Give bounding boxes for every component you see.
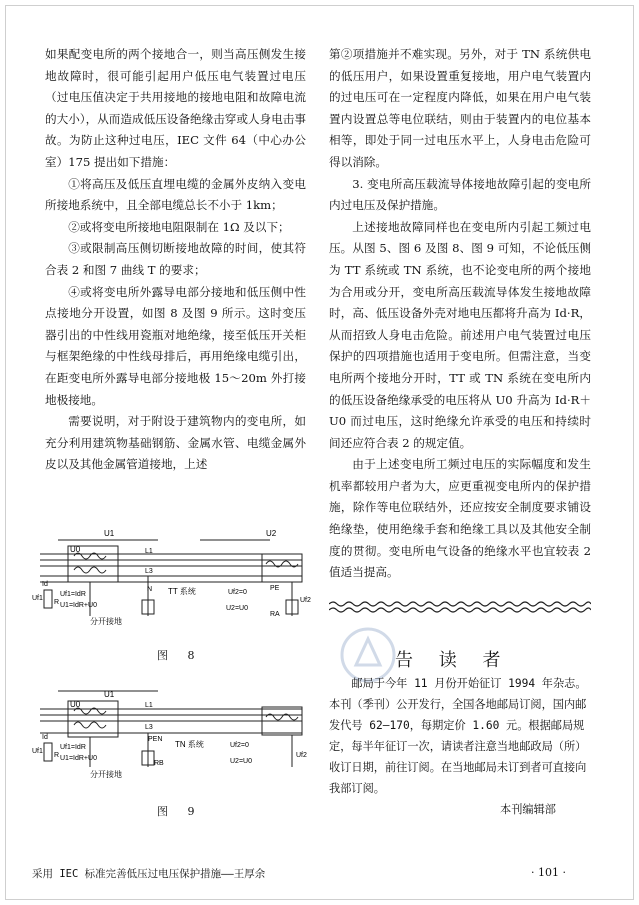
running-footer-title: 采用 IEC 标准完善低压过电压保护措施——王厚余 bbox=[32, 868, 266, 880]
fig9-eq1: Uf1=IdR bbox=[60, 744, 86, 751]
fig8-label-r: R bbox=[54, 599, 60, 606]
fig8-eq1: Uf1=IdR bbox=[60, 591, 86, 598]
fig9-label-r: R bbox=[54, 752, 60, 759]
figure-9-diagram bbox=[30, 685, 320, 795]
section-heading-3: 3. 变电所高压载流导体接地故障引起的变电所内过电压及保护措施。 bbox=[329, 176, 591, 213]
fig9-label-l3: L3 bbox=[145, 724, 153, 731]
fig8-uf2eq: Uf2=0 bbox=[228, 589, 247, 596]
fig9-eq2: U1=IdR+U0 bbox=[60, 755, 97, 762]
fig9-uf2eq: Uf2=0 bbox=[230, 742, 249, 749]
fig9-u2eq: U2=U0 bbox=[230, 758, 252, 765]
fig9-note: 分开接地 bbox=[90, 770, 122, 779]
measure-1: ①将高压及低压直埋电缆的金属外皮纳入变电所接地系统中，且全部电缆总长不小于 1km； bbox=[45, 176, 306, 213]
fig8-label-u0: U0 bbox=[70, 545, 81, 554]
left-text-column bbox=[45, 44, 306, 476]
fig8-note: 分开接地 bbox=[90, 617, 122, 626]
fig9-label-id: Id bbox=[42, 734, 48, 741]
fig8-label-uf2: Uf2 bbox=[300, 597, 311, 604]
fig9-label-pen: PEN bbox=[148, 736, 163, 743]
paragraph-intro: 如果配变电所的两个接地合一，则当高压侧发生接地故障时，很可能引起用户低压电气装置过电压（过电压值决定于共用接地的接地电阻和故障电流的大小），从而造成低压设备绝缘击穿或人身电击事故。为防止这种过电压，IEC 文件 64（中心办公室）175 提出如下措施： bbox=[45, 47, 306, 169]
fig8-label-u1: U1 bbox=[104, 529, 115, 538]
fig8-label-n: N bbox=[147, 586, 153, 593]
notice-paragraph: 邮局于今年 11 月份开始征订 1994 年杂志。本刊（季刊）公开发行，全国各地邮局订阅，国内邮发代号 62—170，每期定价 1.60 元。根据邮局规定，每半年征订一次，请读者注意当地邮政局（所）收订日期，前往订阅。在当地邮局未订到者可直接向我部订阅。 bbox=[329, 677, 587, 795]
right-text-column bbox=[329, 44, 591, 584]
fig9-system-label: TN 系统 bbox=[175, 740, 204, 749]
fig9-label-l1: L1 bbox=[145, 702, 153, 709]
fig8-label-uf1: Uf1 bbox=[32, 595, 43, 602]
figure-8-diagram bbox=[30, 520, 320, 640]
fig8-system-label: TT 系统 bbox=[168, 587, 196, 596]
notice-title: 告 读 者 bbox=[395, 650, 511, 671]
fig8-label-id: Id bbox=[42, 581, 48, 588]
fig8-label-l1: L1 bbox=[145, 548, 153, 555]
measure-3: ③或限制高压侧切断接地故障的时间，使其符合表 2 和图 7 曲线 T 的要求； bbox=[45, 241, 306, 277]
fig8-eq2: U1=IdR+U0 bbox=[60, 602, 97, 609]
fig8-u2eq: U2=U0 bbox=[226, 605, 248, 612]
paragraph-note: 需要说明，对于附设于建筑物内的变电所，如充分利用建筑物基础钢筋、金属水管、电缆金属外皮以及其他金属管道接地，上述 bbox=[45, 414, 306, 472]
fig9-label-uf2: Uf2 bbox=[296, 752, 307, 759]
fig9-label-u1: U1 bbox=[104, 690, 115, 699]
notice-signature: 本刊编辑部 bbox=[500, 803, 556, 816]
paragraph-substation: 上述接地故障同样也在变电所内引起工频过电压。从图 5、图 6 及图 8、图 9 可知，不论低压侧为 TT 系统或 TN 系统，也不论变电所的两个接地为合用或分开，变电所高压载流导体发生接地故障时，高、低压设备外壳对地电压都将升高为 Id·R，从而招致人身电击危险。前述用户电气装置过电压保护的四项措施也适用于变电所。但需注意，当变电所两个接地分开时，TT 或 TN 系统在变电所内的低压设备绝缘承受的电压将从 U0 升高为 Id·R＋U0 而过电压，这时绝缘允许承受的电压和持续时间还应符合表 2 的规定值。 bbox=[329, 219, 591, 450]
measure-2: ②或将变电所接地电阻限制在 1Ω 及以下； bbox=[68, 219, 290, 234]
fig8-label-l3: L3 bbox=[145, 568, 153, 575]
fig8-label-u2: U2 bbox=[266, 529, 277, 538]
paragraph-continued: 第②项措施并不难实现。另外，对于 TN 系统供电的低压用户，如果设置重复接地，用户电气装置内的过电压可在一定程度内降低，如果在用户电气装置内设置总等电位联结，则由于装置内的电位基本相等，即处于同一过电压水平上，人身电击危险可得以消除。 bbox=[329, 47, 591, 169]
measure-4: ④或将变电所外露导电部分接地和低压侧中性点接地分开设置，如图 8 及图 9 所示。这时变压器引出的中性线用瓷瓶对地绝缘，接至低压开关柜与框架绝缘的中性线母排后，再用绝缘电缆引出，在距变电所外露导电部分接地极 15～20m 外打接地极接地。 bbox=[45, 284, 306, 407]
fig9-label-u0: U0 bbox=[70, 700, 81, 709]
fig9-label-rb: RB bbox=[154, 760, 164, 767]
fig8-label-pe: PE bbox=[270, 585, 280, 592]
wavy-separator bbox=[329, 600, 591, 614]
notice-body bbox=[329, 673, 591, 820]
paragraph-conclusion: 由于上述变电所工频过电压的实际幅度和发生机率都较用户者为大，应更重视变电所内的保护措施，除作等电位联结外，还应按安全制度要求铺设绝缘垫，使用绝缘手套和绝缘工具以及其他安全制度的贯彻。变电所电气设备的绝缘水平也宜较表 2 值适当提高。 bbox=[329, 457, 591, 580]
page-number: · 101 · bbox=[531, 866, 566, 879]
figure-8-caption: 图 8 bbox=[157, 649, 203, 662]
fig9-label-uf1: Uf1 bbox=[32, 748, 43, 755]
figure-9-caption: 图 9 bbox=[157, 805, 203, 818]
fig8-label-ra: RA bbox=[270, 611, 280, 618]
